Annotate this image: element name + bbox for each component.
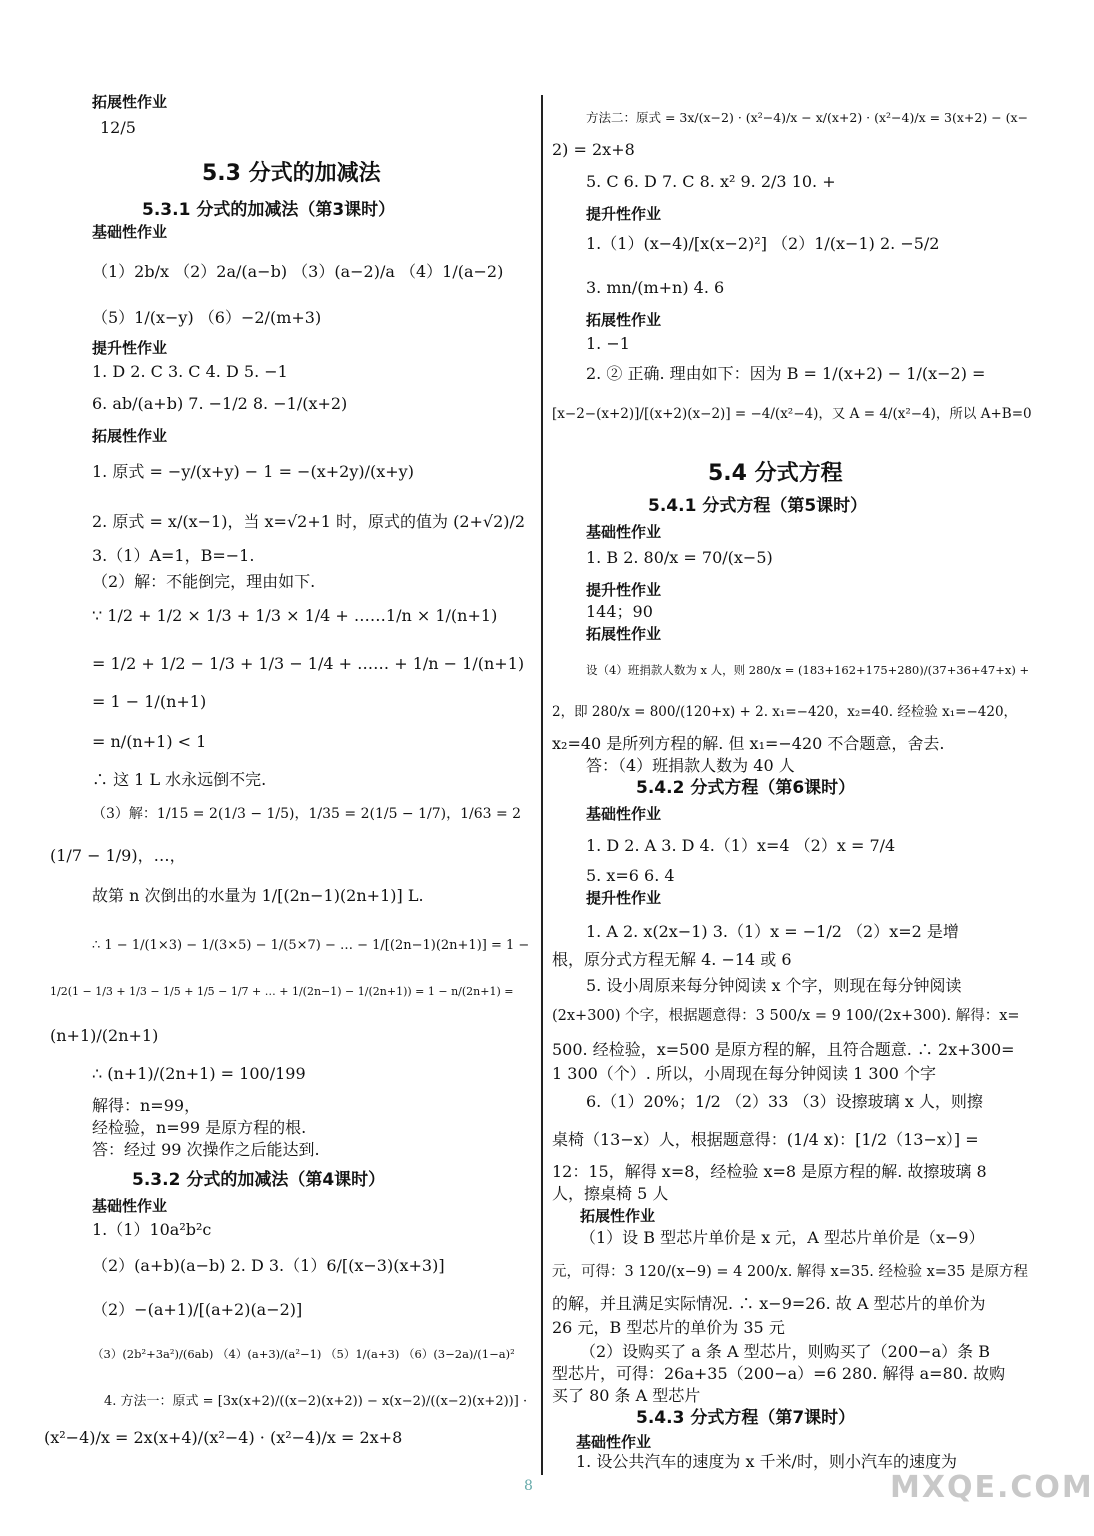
right-line-20: 答：（4）班捐款人数为 40 人 [586, 756, 795, 775]
right-line-12: 基础性作业 [586, 523, 662, 541]
left-line-5: （1）2b/x （2）2a/(a−b) （3）(a−2)/a （4）1/(a−2) [92, 262, 504, 281]
right-line-7: 1. −1 [586, 334, 630, 353]
left-line-27: 解得：n=99， [92, 1096, 201, 1115]
right-line-44: 5.4.3 分式方程（第7课时） [636, 1408, 856, 1428]
right-line-2: 5. C 6. D 7. C 8. x² 9. 2/3 10. + [586, 172, 836, 191]
left-line-21: (1/7 − 1/9)，…， [50, 846, 186, 865]
left-line-22: 故第 n 次倒出的水量为 1/[(2n−1)(2n+1)] L. [92, 886, 424, 905]
right-line-24: 5. x=6 6. 4 [586, 866, 675, 885]
right-line-39: 的解，并且满足实际情况. ∴ x−9=26. 故 A 型芯片的单价为 [552, 1294, 986, 1313]
left-line-8: 1. D 2. C 3. C 4. D 5. −1 [92, 362, 288, 381]
right-line-19: x₂=40 是所列方程的解. 但 x₁=−420 不合题意，舍去. [552, 734, 945, 753]
left-line-34: （2）−(a+1)/[(a+2)(a−2)] [92, 1300, 303, 1319]
left-line-35: （3）(2b²+3a²)/(6ab) （4）(a+3)/(a²−1) （5）1/(a+3) （6）(3−2a)/(1−a)² [92, 1347, 515, 1361]
left-line-25: (n+1)/(2n+1) [50, 1026, 159, 1045]
right-line-25: 提升性作业 [586, 889, 662, 907]
right-line-32: 6.（1）20%；1/2 （2）33 （3）设擦玻璃 x 人，则擦 [586, 1092, 983, 1111]
right-line-13: 1. B 2. 80/x = 70/(x−5) [586, 548, 773, 567]
right-line-28: 5. 设小周原来每分钟阅读 x 个字，则现在每分钟阅读 [586, 976, 962, 995]
left-line-13: 3.（1）A=1，B=−1. [92, 546, 255, 565]
right-line-17: 设（4）班捐款人数为 x 人，则 280/x = (183+162+175+280)/(37+36+47+x) + [586, 663, 1030, 677]
right-line-30: 500. 经检验，x=500 是原方程的解，且符合题意. ∴ 2x+300= [552, 1040, 1015, 1059]
left-line-19: ∴ 这 1 L 水永远倒不完. [92, 770, 267, 789]
right-line-40: 26 元，B 型芯片的单价为 35 元 [552, 1318, 785, 1337]
right-line-33: 桌椅（13−x）人，根据题意得：(1/4 x)：[1/2（13−x）] = [552, 1130, 979, 1149]
right-line-36: 拓展性作业 [580, 1207, 656, 1225]
right-line-21: 5.4.2 分式方程（第6课时） [636, 778, 856, 798]
left-line-29: 答：经过 99 次操作之后能达到. [92, 1140, 320, 1159]
left-line-2: 5.3 分式的加减法 [202, 161, 381, 186]
right-line-9: [x−2−(x+2)]/[(x+2)(x−2)] = −4/(x²−4)，又 A = 4/(x²−4)，所以 A+B=0 [552, 406, 1032, 422]
left-line-6: （5）1/(x−y) （6）−2/(m+3) [92, 308, 322, 327]
left-line-7: 提升性作业 [92, 339, 168, 357]
left-line-12: 2. 原式 = x/(x−1)，当 x=√2+1 时，原式的值为 (2+√2)/2 [92, 512, 526, 531]
watermark-logo: MXQE.COM [890, 1470, 1094, 1505]
left-line-17: = 1 − 1/(n+1) [92, 692, 207, 711]
left-line-20: （3）解：1/15 = 2(1/3 − 1/5)，1/35 = 2(1/5 − 1/7)，1/63 = 2 [92, 806, 522, 822]
left-line-18: = n/(n+1) < 1 [92, 732, 207, 751]
right-line-29: (2x+300) 个字，根据题意得：3 500/x = 9 100/(2x+300). 解得：x= [552, 1008, 1020, 1024]
right-line-16: 拓展性作业 [586, 625, 662, 643]
right-line-38: 元，可得：3 120/(x−9) = 4 200/x. 解得 x=35. 经检验 x=35 是原方程 [552, 1264, 1029, 1280]
left-line-28: 经检验，n=99 是原方程的根. [92, 1118, 307, 1137]
right-line-4: 1.（1）(x−4)/[x(x−2)²] （2）1/(x−1) 2. −5/2 [586, 234, 940, 253]
right-line-18: 2，即 280/x = 800/(120+x) + 2. x₁=−420，x₂=40. 经检验 x₁=−420， [552, 704, 1018, 720]
left-line-3: 5.3.1 分式的加减法（第3课时） [142, 200, 396, 220]
left-line-37: (x²−4)/x = 2x(x+4)/(x²−4) · (x²−4)/x = 2x+8 [44, 1428, 403, 1447]
left-line-16: = 1/2 + 1/2 − 1/3 + 1/3 − 1/4 + …… + 1/n − 1/(n+1) [92, 654, 525, 673]
left-line-33: （2）(a+b)(a−b) 2. D 3.（1）6/[(x−3)(x+3)] [92, 1256, 445, 1275]
left-line-1: 12/5 [100, 118, 136, 137]
right-line-37: （1）设 B 型芯片单价是 x 元，A 型芯片单价是（x−9） [580, 1228, 985, 1247]
right-line-46: 1. 设公共汽车的速度为 x 千米/时，则小汽车的速度为 [576, 1452, 957, 1471]
left-line-30: 5.3.2 分式的加减法（第4课时） [132, 1170, 386, 1190]
column-divider [541, 95, 543, 1475]
right-line-31: 1 300（个）. 所以，小周现在每分钟阅读 1 300 个字 [552, 1064, 936, 1083]
right-line-3: 提升性作业 [586, 205, 662, 223]
right-line-5: 3. mn/(m+n) 4. 6 [586, 278, 725, 297]
right-line-35: 人，擦桌椅 5 人 [552, 1184, 669, 1203]
left-line-23: ∴ 1 − 1/(1×3) − 1/(3×5) − 1/(5×7) − … − 1/[(2n−1)(2n+1)] = 1 − [92, 938, 530, 953]
left-line-15: ∵ 1/2 + 1/2 × 1/3 + 1/3 × 1/4 + ……1/n × 1/(n+1) [92, 606, 498, 625]
right-line-15: 144；90 [586, 602, 653, 621]
left-line-31: 基础性作业 [92, 1197, 168, 1215]
right-line-10: 5.4 分式方程 [708, 461, 843, 486]
left-line-0: 拓展性作业 [92, 93, 168, 111]
page-number: 8 [524, 1478, 533, 1494]
left-line-36: 4. 方法一：原式 = [3x(x+2)/((x−2)(x+2)) − x(x−2)/((x−2)(x+2))] · [104, 1394, 528, 1409]
left-line-11: 1. 原式 = −y/(x+y) − 1 = −(x+2y)/(x+y) [92, 462, 414, 481]
right-line-11: 5.4.1 分式方程（第5课时） [648, 496, 868, 516]
right-line-34: 12：15，解得 x=8，经检验 x=8 是原方程的解. 故擦玻璃 8 [552, 1162, 987, 1181]
right-line-45: 基础性作业 [576, 1433, 652, 1451]
left-line-32: 1.（1）10a²b²c [92, 1220, 212, 1239]
right-line-27: 根，原分式方程无解 4. −14 或 6 [552, 950, 792, 969]
left-line-14: （2）解：不能倒完，理由如下. [92, 572, 316, 591]
right-line-26: 1. A 2. x(2x−1) 3.（1）x = −1/2 （2）x=2 是增 [586, 922, 959, 941]
right-line-43: 买了 80 条 A 型芯片 [552, 1386, 701, 1405]
left-line-26: ∴ (n+1)/(2n+1) = 100/199 [92, 1064, 306, 1083]
right-line-0: 方法二：原式 = 3x/(x−2) · (x²−4)/x − x/(x+2) · (x²−4)/x = 3(x+2) − (x− [586, 110, 1029, 125]
left-line-9: 6. ab/(a+b) 7. −1/2 8. −1/(x+2) [92, 394, 348, 413]
right-line-6: 拓展性作业 [586, 311, 662, 329]
right-line-23: 1. D 2. A 3. D 4.（1）x=4 （2）x = 7/4 [586, 836, 896, 855]
right-line-14: 提升性作业 [586, 581, 662, 599]
right-line-8: 2. ② 正确. 理由如下：因为 B = 1/(x+2) − 1/(x−2) = [586, 364, 986, 383]
right-line-42: 型芯片，可得：26a+35（200−a）=6 280. 解得 a=80. 故购 [552, 1364, 1006, 1383]
right-line-41: （2）设购买了 a 条 A 型芯片，则购买了（200−a）条 B [580, 1342, 990, 1361]
right-line-22: 基础性作业 [586, 805, 662, 823]
left-line-4: 基础性作业 [92, 223, 168, 241]
left-line-10: 拓展性作业 [92, 427, 168, 445]
right-line-1: 2) = 2x+8 [552, 140, 635, 159]
left-line-24: 1/2(1 − 1/3 + 1/3 − 1/5 + 1/5 − 1/7 + … + 1/(2n−1) − 1/(2n+1)) = 1 − n/(2n+1) = [50, 985, 514, 998]
